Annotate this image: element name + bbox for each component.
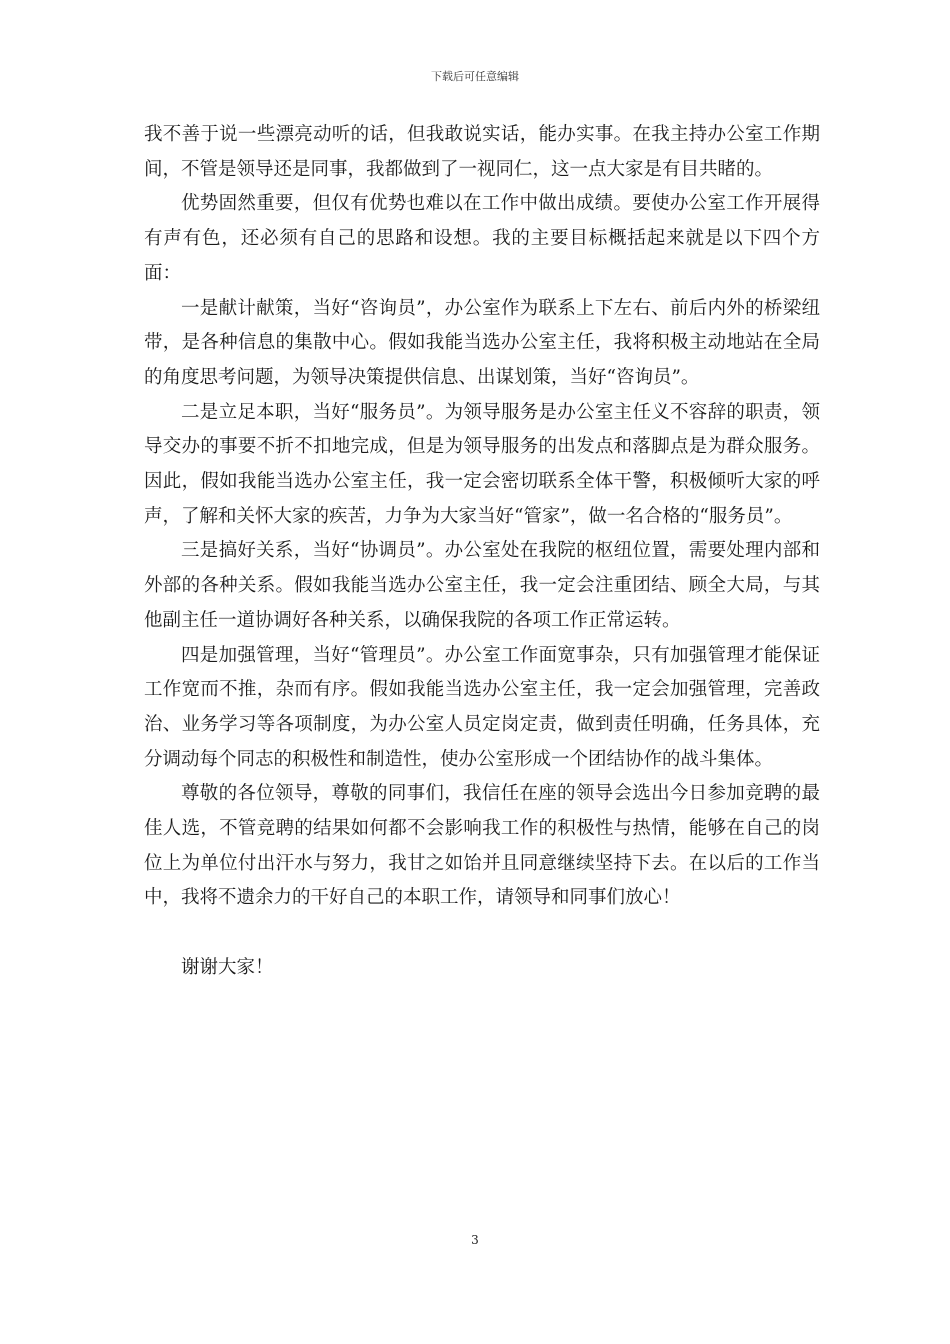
paragraph-5: 三是搞好关系，当好“协调员”。办公室处在我院的枢纽位置，需要处理内部和外部的各种关系。假如我能当选办公室主任，我一定会注重团结、顾全大局，与其他副主任一道协调好各种关系，以确保我院的各项工作正常运转。 (144, 540, 820, 631)
closing-thanks: 谢谢大家！ (181, 956, 274, 978)
page-header: 下载后可任意编辑 (431, 70, 519, 83)
paragraph-6: 四是加强管理，当好“管理员”。办公室工作面宽事杂，只有加强管理才能保证工作宽而不推，杂而有序。假如我能当选办公室主任，我一定会加强管理，完善政治、业务学习等各项制度，为办公室人员定岗定责，做到责任明确，任务具体，充分调动每个同志的积极性和制造性，使办公室形成一个团结协作的战斗集体。 (144, 644, 820, 770)
document-body (144, 118, 820, 986)
paragraph-7: 尊敬的各位领导，尊敬的同事们，我信任在座的领导会选出今日参加竞聘的最佳人选，不管竞聘的结果如何都不会影响我工作的积极性与热情，能够在自己的岗位上为单位付出汗水与努力，我甘之如饴并且同意继续坚持下去。在以后的工作当中，我将不遗余力的干好自己的本职工作，请领导和同事们放心！ (144, 783, 820, 909)
paragraph-2: 优势固然重要，但仅有优势也难以在工作中做出成绩。要使办公室工作开展得有声有色，还必须有自己的思路和设想。我的主要目标概括起来就是以下四个方面： (144, 193, 820, 284)
paragraph-1: 我不善于说一些漂亮动听的话，但我敢说实话，能办实事。在我主持办公室工作期间，不管是领导还是同事，我都做到了一视同仁，这一点大家是有目共睹的。 (144, 124, 820, 180)
paragraph-3: 一是献计献策，当好“咨询员”，办公室作为联系上下左右、前后内外的桥梁纽带，是各种信息的集散中心。假如我能当选办公室主任，我将积极主动地站在全局的角度思考问题，为领导决策提供信息、出谋划策，当好“咨询员”。 (144, 297, 820, 388)
paragraph-4: 二是立足本职，当好“服务员”。为领导服务是办公室主任义不容辞的职责，领导交办的事要不折不扣地完成，但是为领导服务的出发点和落脚点是为群众服务。因此，假如我能当选办公室主任，我一定会密切联系全体干警，积极倾听大家的呼声，了解和关怀大家的疾苦，力争为大家当好“管家”，做一名合格的“服务员”。 (144, 401, 820, 527)
page-number: 3 (471, 1233, 479, 1247)
